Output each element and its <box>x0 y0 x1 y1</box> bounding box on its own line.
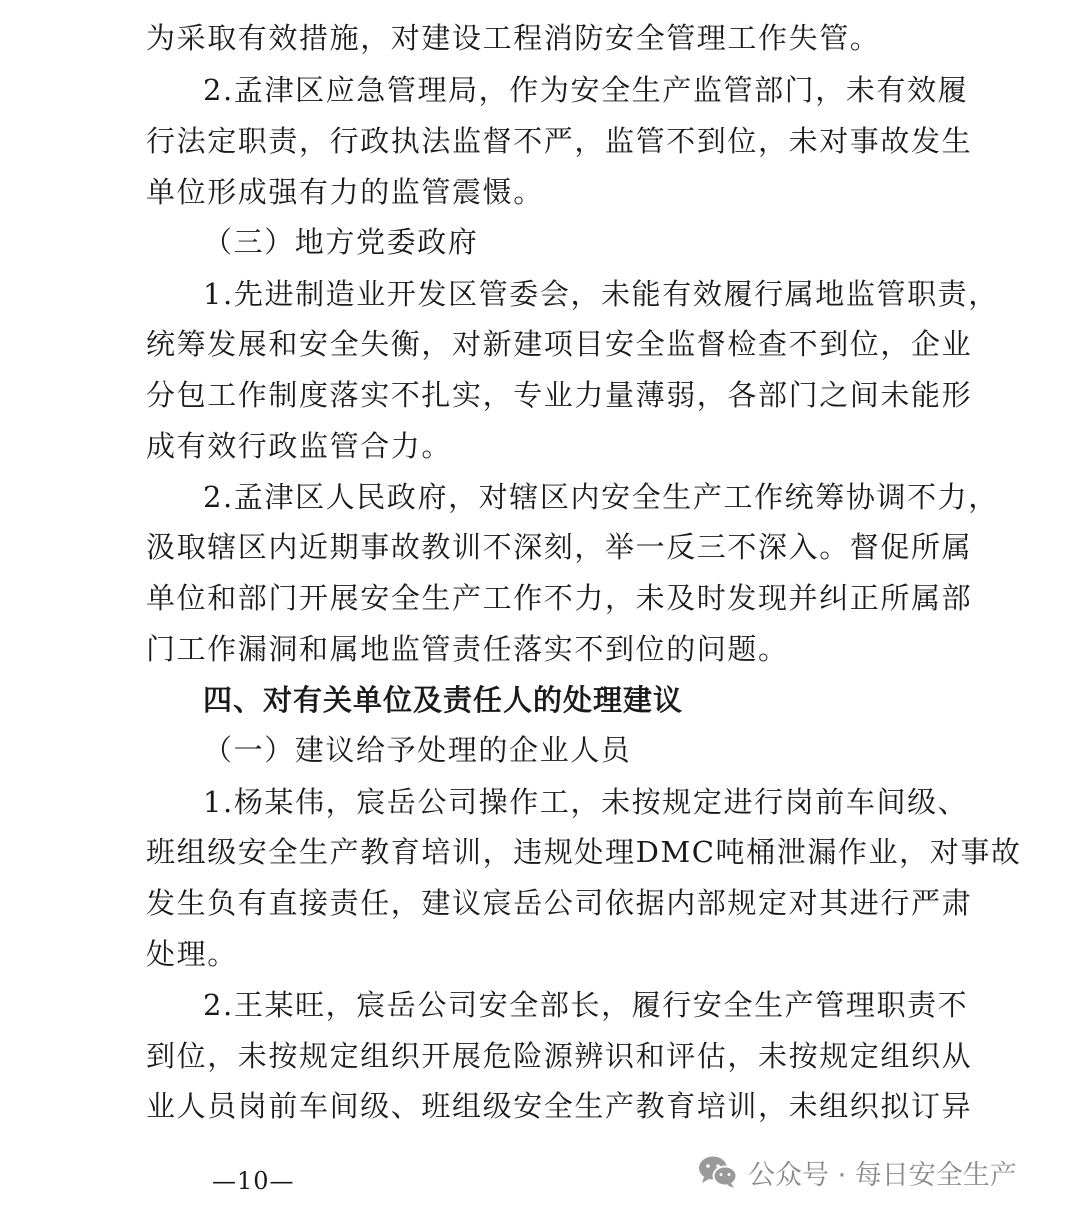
chapter-heading: 四、对有关单位及责任人的处理建议 <box>203 683 684 717</box>
text-line: 单位和部门开展安全生产工作不力，未及时发现并纠正所属部 <box>146 581 973 615</box>
page-number: —10— <box>212 1167 295 1195</box>
text-line: 成有效行政监管合力。 <box>146 429 453 463</box>
text-line: 行法定职责，行政执法监督不严，监管不到位，未对事故发生 <box>146 124 973 158</box>
text-line: 2.孟津区人民政府，对辖区内安全生产工作统筹协调不力， <box>203 480 999 514</box>
text-line: 门工作漏洞和属地监管责任落实不到位的问题。 <box>146 632 789 666</box>
wechat-icon <box>698 1155 738 1189</box>
text-line: 1.先进制造业开发区管委会，未能有效履行属地监管职责， <box>203 277 999 311</box>
watermark-text: 公众号 · 每日安全生产 <box>748 1159 1017 1191</box>
text-line: 业人员岗前车间级、班组级安全生产教育培训，未组织拟订异 <box>146 1089 973 1123</box>
text-line: 汲取辖区内近期事故教训不深刻，举一反三不深入。督促所属 <box>146 530 973 564</box>
text-line: 班组级安全生产教育培训，违规处理DMC吨桶泄漏作业，对事故 <box>146 835 1022 869</box>
text-line: 发生负有直接责任，建议宸岳公司依据内部规定对其进行严肃 <box>146 886 973 920</box>
section-heading: （一）建议给予处理的企业人员 <box>203 733 632 767</box>
text-line: 处理。 <box>146 937 238 971</box>
text-line: 单位形成强有力的监管震慑。 <box>146 175 544 209</box>
text-line: 2.王某旺，宸岳公司安全部长，履行安全生产管理职责不 <box>203 988 969 1022</box>
account-watermark <box>698 1152 1017 1192</box>
text-line: 到位，未按规定组织开展危险源辨识和评估，未按规定组织从 <box>146 1039 973 1073</box>
section-heading: （三）地方党委政府 <box>203 225 479 259</box>
text-line: 2.孟津区应急管理局，作为安全生产监管部门，未有效履 <box>203 73 969 107</box>
text-line: 分包工作制度落实不扎实，专业力量薄弱，各部门之间未能形 <box>146 378 973 412</box>
text-line: 为采取有效措施，对建设工程消防安全管理工作失管。 <box>146 21 881 55</box>
text-line: 统筹发展和安全失衡，对新建项目安全监督检查不到位，企业 <box>146 327 973 361</box>
text-line: 1.杨某伟，宸岳公司操作工，未按规定进行岗前车间级、 <box>203 785 969 819</box>
